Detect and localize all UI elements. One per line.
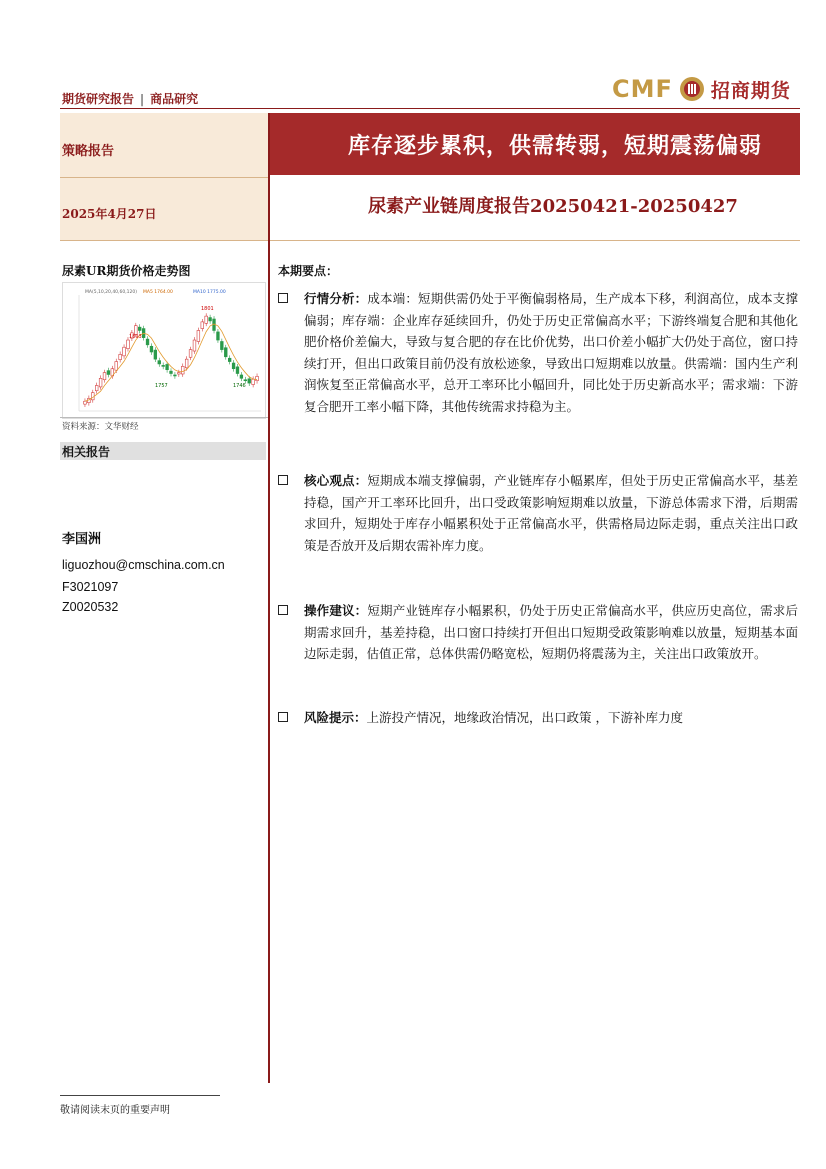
footer-divider (60, 1095, 220, 1096)
candle-body (95, 385, 98, 390)
candle-body (197, 330, 200, 341)
bullet-square-icon (278, 293, 288, 303)
title-divider (60, 240, 800, 241)
chart-legend-label: MA(5,10,20,40,60,120) (85, 290, 137, 295)
bullet-risk-warning (278, 707, 798, 729)
summary-heading: 本期要点： (278, 264, 339, 278)
bullet-label: 行情分析： (304, 291, 368, 306)
related-reports-heading: 相关报告 (62, 445, 111, 459)
candle-body (224, 348, 227, 357)
price-chart-svg (63, 283, 265, 418)
column-divider (268, 113, 270, 1083)
author-email[interactable]: liguozhou@cmschina.com.cn (62, 558, 225, 572)
bullet-operation-advice (278, 600, 798, 665)
candle-body (158, 361, 161, 364)
candle-body (146, 339, 149, 345)
candle-body (99, 378, 102, 387)
candle-body (240, 375, 243, 378)
candle-body (228, 358, 231, 361)
bullet-label: 风险提示： (304, 710, 367, 725)
category-separator: | (140, 92, 145, 106)
chart-source: 资料来源：文华财经 (62, 422, 139, 432)
candle-body (244, 380, 247, 381)
bullet-body: 短期产业链库存小幅累积，仍处于历史正常偏高水平，供应历史高位，需求后期需求回升，基差持稳，出口窗口持续打开但出口短期受政策影响难以放量，短期基本面边际走弱，估值正常，总体供需仍略宽松，短期仍将震荡为主，关注出口政策放开。 (304, 603, 798, 662)
bullet-square-icon (278, 605, 288, 615)
candle-body (154, 350, 157, 359)
bullet-body: 成本端：短期供需仍处于平衡偏弱格局，生产成本下移，利润高位，成本支撑偏弱；库存端：企业库存延续回升，仍处于历史正常偏高水平；下游终端复合肥和其他化肥价格价差偏大，导致与复合肥的存在比价优势，出口价差小幅扩大仍处于高位，窗口持续打开，但出口政策目前仍没有放松迹象，导致出口短期难以放量。供需端：国内生产利润恢复至正常偏高水平，总开工率环比小幅回升，同比处于历史新高水平；需求端：下游复合肥开工率小幅下降，其他传统需求持稳为主。 (304, 291, 798, 414)
candle-body (185, 359, 188, 368)
candle-body (248, 379, 251, 383)
chart-annotation-3: 1757 (155, 383, 168, 389)
bullet-market-analysis (278, 288, 798, 418)
candle-body (166, 364, 169, 369)
category-left: 期货研究报告 (62, 92, 135, 106)
author-license-z: Z0020532 (62, 600, 119, 614)
report-subtitle: 尿素产业链周度报告20250421-20250427 (368, 196, 738, 217)
candle-body (134, 326, 137, 335)
candle-body (115, 362, 118, 371)
bullet-label: 操作建议： (304, 603, 368, 618)
strategy-label: 策略报告 (62, 144, 115, 159)
report-category (62, 90, 198, 107)
candle-body (256, 376, 259, 380)
candle-body (181, 366, 184, 374)
candle-body (127, 340, 130, 349)
bullet-square-icon (278, 475, 288, 485)
bullet-body: 短期成本端支撑偏弱，产业链库存小幅累库，但处于历史正常偏高水平，基差持稳，国产开工率环比回升，出口受政策影响短期难以放量，下游总体需求下滑，后期需求回升，短期处于库存小幅累积处于正常偏高水平，供需格局边际走弱，重点关注出口政策是否放开及后期农需补库力度。 (304, 473, 798, 553)
report-date: 2025年4月27日 (62, 207, 157, 221)
author-license-f: F3021097 (62, 580, 119, 594)
title-banner (270, 113, 800, 175)
bullet-label: 核心观点： (304, 473, 368, 488)
candle-body (252, 379, 255, 384)
candle-body (193, 340, 196, 351)
candle-body (103, 373, 106, 380)
candle-body (84, 401, 87, 404)
candle-body (236, 367, 239, 374)
bullet-text (304, 288, 798, 418)
report-title: 库存逐步累积，供需转弱，短期震荡偏弱 (347, 132, 762, 159)
chart-annotation-1: 1893 (129, 334, 142, 340)
candle-body (177, 373, 180, 374)
bullet-text (304, 470, 798, 556)
bullet-square-icon (278, 712, 288, 722)
bullet-body: 上游投产情况，地缘政治情况，出口政策 ，下游补库力度 (366, 710, 683, 725)
candle-body (150, 346, 153, 352)
candle-body (138, 327, 141, 330)
candle-body (217, 332, 220, 340)
candle-body (205, 316, 208, 323)
candle-body (189, 350, 192, 358)
candle-body (209, 318, 212, 321)
candle-body (220, 341, 223, 349)
author-name: 李国洲 (62, 532, 102, 547)
candle-body (123, 347, 126, 356)
chart-ma10-label: MA10 1775.00 (193, 290, 226, 295)
candle-body (119, 354, 122, 359)
chart-divider (60, 417, 268, 418)
logo-cmf-text: CMF (612, 75, 673, 103)
bullet-text (304, 600, 798, 665)
candle-body (201, 322, 204, 329)
price-chart (62, 282, 266, 419)
bullet-text (304, 707, 798, 729)
candle-body (162, 365, 165, 366)
chart-ma5-label: MA5 1764.00 (143, 290, 173, 295)
left-panel-divider (60, 177, 268, 178)
category-right: 商品研究 (150, 92, 199, 106)
candle-body (174, 375, 177, 376)
footer-disclaimer: 敬请阅读末页的重要声明 (60, 1105, 170, 1116)
chart-title: 尿素UR期货价格走势图 (62, 264, 191, 278)
chart-annotation-2: 1801 (201, 306, 214, 312)
candle-body (170, 371, 173, 373)
candle-body (232, 363, 235, 369)
header-divider (60, 108, 800, 109)
candle-body (107, 371, 110, 375)
logo-emblem-icon (679, 76, 705, 102)
company-logo (612, 72, 791, 106)
bullet-core-view (278, 470, 798, 556)
logo-chinese-text: 招商期货 (710, 79, 791, 102)
chart-annotation-4: 1746 (233, 383, 246, 389)
